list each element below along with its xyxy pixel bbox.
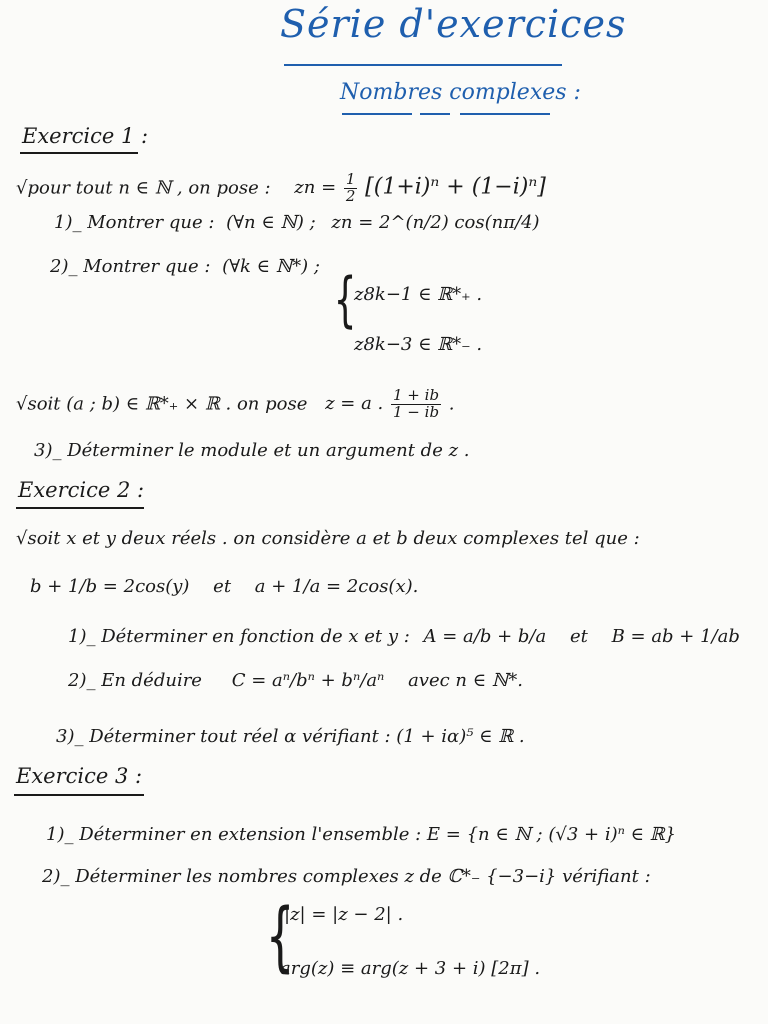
ex2-question-2	[68, 670, 523, 691]
relation-b: b + 1/b = 2cos(y)	[30, 576, 190, 597]
fraction-denominator: 2	[345, 186, 356, 205]
page-title: Série d'exercices	[280, 2, 627, 46]
ex1-q2-case-2: z8k−3 ∈ ℝ*₋ .	[354, 334, 483, 355]
expression-C: C = aⁿ/bⁿ + bⁿ/aⁿ	[231, 670, 385, 691]
zn-definition-lhs: zn =	[294, 177, 342, 199]
ex3-equation-2: arg(z) ≡ arg(z + 3 + i) [2π] .	[280, 958, 541, 979]
fraction-numerator: 1	[345, 170, 356, 188]
ex1-question-3: 3)_ Déterminer le module et un argument de z .	[34, 440, 470, 461]
question-label: 2)_ En déduire	[68, 670, 202, 691]
exercise-2-underline	[16, 507, 144, 509]
fraction-numerator: 1 + ib	[393, 386, 440, 404]
ex1-question-1	[54, 212, 540, 233]
system-brace: {	[333, 265, 357, 335]
question-condition: avec n ∈ ℕ*.	[408, 670, 523, 691]
question-connector: et	[569, 626, 588, 647]
exercise-3-underline	[14, 794, 144, 796]
ex1-question-2	[50, 256, 320, 277]
ex3-question-2: 2)_ Déterminer les nombres complexes z de ℂ*₋ {−3−i} vérifiant :	[42, 866, 651, 887]
ex2-relations	[30, 576, 418, 597]
subtitle-underline	[420, 113, 450, 115]
expression-B: B = ab + 1/ab	[611, 626, 740, 647]
relation-a: a + 1/a = 2cos(x).	[254, 576, 419, 597]
z-definition-end: .	[448, 393, 455, 415]
ex1-q2-case-1: z8k−1 ∈ ℝ*₊ .	[354, 284, 483, 305]
subtitle-underline	[342, 113, 412, 115]
exercise-3-heading: Exercice 3 :	[16, 764, 143, 788]
ex1-intro-text: √pour tout n ∈ ℕ , on pose :	[16, 177, 271, 199]
zn-definition-fraction	[344, 172, 358, 205]
question-formula: zn = 2^(n/2) cos(nπ/4)	[331, 212, 540, 233]
title-underline	[284, 64, 562, 66]
z-definition-fraction	[391, 388, 441, 421]
ex3-equation-1: |z| = |z − 2| .	[284, 904, 404, 925]
question-label: 2)_ Montrer que :	[50, 256, 211, 277]
zn-definition-rhs: [(1+i)ⁿ + (1−i)ⁿ]	[365, 174, 546, 200]
exercise-2-heading: Exercice 2 :	[18, 478, 145, 502]
z-definition-lhs: z = a .	[325, 393, 384, 415]
ex2-question-3: 3)_ Déterminer tout réel α vérifiant : (1 + iα)⁵ ∈ ℝ .	[56, 726, 525, 747]
exercise-1-underline	[20, 152, 138, 154]
ex1-soit	[16, 388, 455, 421]
ex1-intro	[16, 172, 546, 205]
question-label: 1)_ Montrer que :	[54, 212, 215, 233]
expression-A: A = a/b + b/a	[423, 626, 547, 647]
question-condition: (∀n ∈ ℕ) ;	[226, 212, 316, 233]
system-brace: {	[265, 891, 295, 980]
exercise-1-heading: Exercice 1 :	[22, 124, 149, 148]
page-subtitle: Nombres complexes :	[340, 80, 581, 105]
relation-connector: et	[213, 576, 232, 597]
subtitle-underline	[460, 113, 550, 115]
ex2-question-1	[68, 626, 740, 647]
ex2-intro: √soit x et y deux réels . on considère a et b deux complexes tel que :	[16, 528, 640, 549]
fraction-denominator: 1 − ib	[393, 402, 440, 421]
question-condition: (∀k ∈ ℕ*) ;	[222, 256, 320, 277]
soit-text: √soit (a ; b) ∈ ℝ*₊ × ℝ . on pose	[16, 393, 308, 415]
ex3-question-1: 1)_ Déterminer en extension l'ensemble : E = {n ∈ ℕ ; (√3 + i)ⁿ ∈ ℝ}	[46, 824, 677, 845]
question-label: 1)_ Déterminer en fonction de x et y :	[68, 626, 410, 647]
